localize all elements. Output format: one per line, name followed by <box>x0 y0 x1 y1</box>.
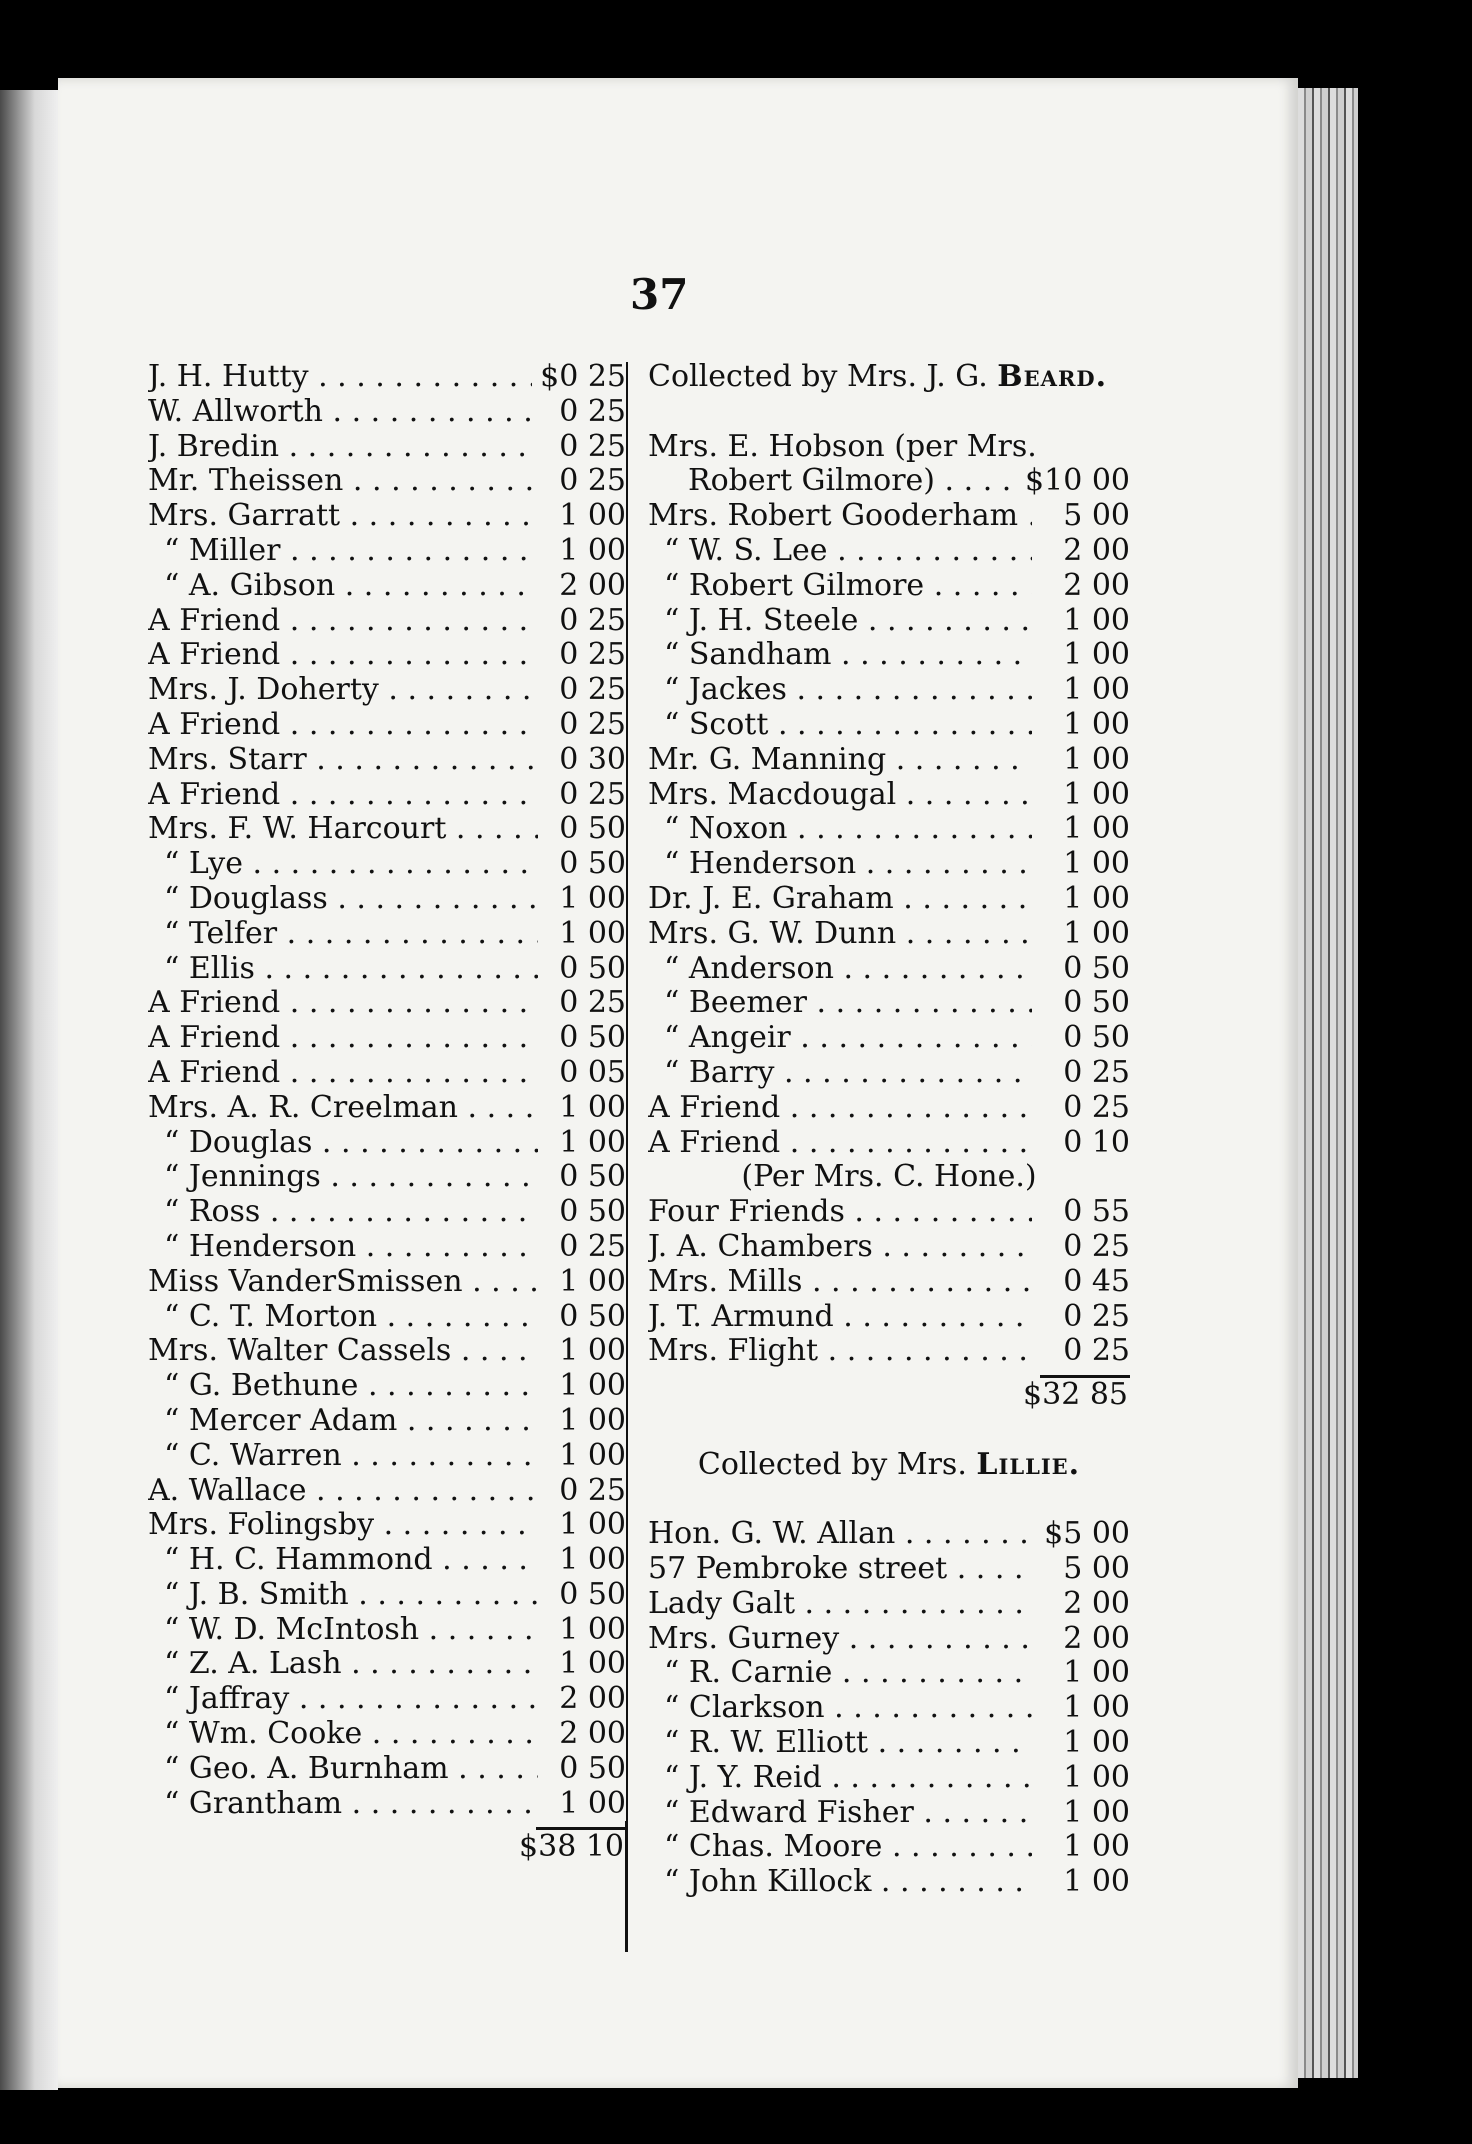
list-item <box>648 1587 1130 1622</box>
right-entry-list <box>648 499 1130 1160</box>
entry-amount: 0 25 <box>1032 1091 1130 1126</box>
entry-name: A Friend . . . <box>148 778 538 813</box>
section-heading-beard <box>648 360 1130 395</box>
spacer <box>648 1483 1130 1518</box>
list-item <box>648 952 1130 987</box>
entry-name: “ J. H. Steele . . . <box>648 604 1032 639</box>
entry-name: “ Robert Gilmore . . . <box>648 569 1032 604</box>
list-item <box>648 847 1130 882</box>
entry-amount: 5 00 <box>1032 499 1130 534</box>
entry-name: “ Clarkson . . . <box>648 1691 1032 1726</box>
page-edges <box>1298 88 1358 2078</box>
entry-name: “ J. B. Smith . . . <box>148 1578 538 1613</box>
section1-total-row <box>648 1378 1130 1413</box>
entry-amount: 0 25 <box>1032 1334 1130 1369</box>
list-item <box>648 1334 1130 1369</box>
entry-name: “ Henderson . . . <box>148 1230 538 1265</box>
list-item <box>648 534 1130 569</box>
entry-amount: 2 00 <box>1032 534 1130 569</box>
entry-name: 57 Pembroke street . . . <box>648 1552 1032 1587</box>
list-item <box>648 1056 1130 1091</box>
entry-name: A Friend . . . <box>148 1021 538 1056</box>
entry-name: Miss VanderSmissen . . . <box>148 1265 538 1300</box>
list-item <box>148 1474 626 1509</box>
entry-name: Dr. J. E. Graham . . . <box>648 882 1032 917</box>
entry-amount: 1 00 <box>538 917 626 952</box>
entry-name: Robert Gilmore) . . . <box>648 464 1017 499</box>
entry-amount: 1 00 <box>538 1369 626 1404</box>
entry-name: J. H. Hutty . . . <box>148 360 532 395</box>
entry-amount: 1 00 <box>1032 847 1130 882</box>
list-item <box>148 812 626 847</box>
list-item <box>648 430 1130 465</box>
list-item <box>148 1021 626 1056</box>
entry-name: “ Sandham . . . <box>648 638 1032 673</box>
list-item <box>148 569 626 604</box>
entry-name: Mrs. G. W. Dunn . . . <box>648 917 1032 952</box>
entry-name: A Friend . . . <box>148 638 538 673</box>
entry-name: “ Noxon . . . <box>648 812 1032 847</box>
list-item <box>148 1439 626 1474</box>
entry-name: “ H. C. Hammond . . . <box>148 1543 538 1578</box>
entry-name: “ Geo. A. Burnham . . . <box>148 1752 538 1787</box>
entry-amount: 0 55 <box>1032 1195 1130 1230</box>
list-item <box>148 1300 626 1335</box>
entry-name: J. Bredin . . . <box>148 430 538 465</box>
entry-amount: 0 25 <box>538 708 626 743</box>
list-item <box>148 638 626 673</box>
list-item <box>148 1334 626 1369</box>
entry-name: “ C. Warren . . . <box>148 1439 538 1474</box>
entry-amount: 1 00 <box>1032 673 1130 708</box>
entry-amount: 1 00 <box>538 1787 626 1822</box>
list-item <box>148 1404 626 1439</box>
list-item <box>148 673 626 708</box>
entry-name: A Friend . . . <box>148 1056 538 1091</box>
page-number: 37 <box>630 270 689 319</box>
entry-amount: 1 00 <box>538 1543 626 1578</box>
entry-name: “ G. Bethune . . . <box>148 1369 538 1404</box>
list-item <box>148 847 626 882</box>
entry-amount: 0 25 <box>538 778 626 813</box>
list-item <box>148 1091 626 1126</box>
entry-amount: 1 00 <box>538 1508 626 1543</box>
entry-name: Mrs. Garratt . . . <box>148 499 538 534</box>
entry-amount: 1 00 <box>538 1091 626 1126</box>
section-heading-prefix: Collected by Mrs. <box>697 1446 967 1482</box>
section-heading-lillie <box>648 1448 1130 1483</box>
entry-amount: 0 25 <box>538 395 626 430</box>
entry-name: “ W. S. Lee . . . <box>648 534 1032 569</box>
spacer <box>648 395 1130 430</box>
entry-amount: 0 25 <box>538 464 626 499</box>
entry-amount: 1 00 <box>538 1439 626 1474</box>
entry-name: Mrs. Macdougal . . . <box>648 778 1032 813</box>
left-total: $38 10 <box>519 1829 624 1865</box>
right-entry-list-2 <box>648 1195 1130 1369</box>
entry-name: Mr. G. Manning . . . <box>648 743 1032 778</box>
entry-amount: 0 30 <box>538 743 626 778</box>
entry-name: Mrs. Folingsby . . . <box>148 1508 538 1543</box>
entry-name: “ Anderson . . . <box>648 952 1032 987</box>
list-item <box>648 1021 1130 1056</box>
list-item <box>648 499 1130 534</box>
entry-amount: 1 00 <box>538 1613 626 1648</box>
entry-amount: $0 25 <box>532 360 626 395</box>
entry-name: “ Beemer . . . <box>648 986 1032 1021</box>
right-column <box>648 360 1130 1900</box>
entry-amount: 1 00 <box>538 1647 626 1682</box>
entry-amount: 2 00 <box>538 569 626 604</box>
entry-name: A Friend . . . <box>148 604 538 639</box>
list-item <box>148 1508 626 1543</box>
entry-name: J. A. Chambers . . . <box>648 1230 1032 1265</box>
list-item <box>648 464 1130 499</box>
entry-name: “ Chas. Moore . . . <box>648 1830 1032 1865</box>
right-entry-list-3 <box>648 1517 1130 1900</box>
list-item <box>148 708 626 743</box>
list-item <box>148 1056 626 1091</box>
entry-amount: 0 25 <box>1032 1230 1130 1265</box>
entry-name: “ Z. A. Lash . . . <box>148 1647 538 1682</box>
entry-name: Mrs. Starr . . . <box>148 743 538 778</box>
entry-name: “ Edward Fisher . . . <box>648 1796 1032 1831</box>
section-heading-prefix: Collected by Mrs. J. G. <box>648 359 988 394</box>
entry-amount: 1 00 <box>1032 743 1130 778</box>
entry-amount: 0 50 <box>1032 1021 1130 1056</box>
list-item <box>648 708 1130 743</box>
entry-amount: 1 00 <box>1032 1865 1130 1900</box>
list-item <box>148 360 626 395</box>
list-item <box>648 1622 1130 1657</box>
list-item <box>148 1578 626 1613</box>
list-item <box>648 1761 1130 1796</box>
list-item <box>648 1126 1130 1161</box>
list-item <box>648 812 1130 847</box>
entry-amount: 1 00 <box>538 1126 626 1161</box>
list-item <box>148 1126 626 1161</box>
entry-amount: 1 00 <box>1032 778 1130 813</box>
entry-name: A. Wallace . . . <box>148 1474 538 1509</box>
list-item <box>648 1691 1130 1726</box>
entry-amount: 0 50 <box>1032 986 1130 1021</box>
entry-amount: 0 05 <box>538 1056 626 1091</box>
entry-name: Mrs. Flight . . . <box>648 1334 1032 1369</box>
entry-name: “ Telfer . . . <box>148 917 538 952</box>
list-item <box>148 778 626 813</box>
list-item <box>648 1265 1130 1300</box>
list-item <box>148 952 626 987</box>
list-item <box>148 430 626 465</box>
section-heading-collector: Lillie. <box>976 1446 1081 1482</box>
list-item <box>148 743 626 778</box>
entry-name: “ Ross . . . <box>148 1195 538 1230</box>
entry-amount: 0 25 <box>1032 1300 1130 1335</box>
entry-name: “ Grantham . . . <box>148 1787 538 1822</box>
entry-name: “ Miller . . . <box>148 534 538 569</box>
entry-name: “ Douglas . . . <box>148 1126 538 1161</box>
entry-name: “ Henderson . . . <box>648 847 1032 882</box>
list-item <box>148 1160 626 1195</box>
entry-amount: 1 00 <box>1032 638 1130 673</box>
entry-amount: 1 00 <box>1032 1691 1130 1726</box>
entry-amount: 0 50 <box>538 1752 626 1787</box>
entry-name: A Friend . . . <box>648 1126 1032 1161</box>
entry-name: Mrs. Walter Cassels . . . <box>148 1334 538 1369</box>
entry-name: Mrs. E. Hobson (per Mrs. <box>648 429 1037 464</box>
spacer <box>648 1413 1130 1448</box>
list-item <box>648 1726 1130 1761</box>
entry-amount: 0 50 <box>538 1300 626 1335</box>
entry-amount: 1 00 <box>1032 882 1130 917</box>
list-item <box>648 569 1130 604</box>
list-item <box>148 1613 626 1648</box>
entry-name: “ R. Carnie . . . <box>648 1656 1032 1691</box>
entry-amount: 1 00 <box>538 1265 626 1300</box>
list-item <box>148 1752 626 1787</box>
list-item <box>648 1830 1130 1865</box>
entry-amount: 1 00 <box>1032 1656 1130 1691</box>
list-item <box>148 1369 626 1404</box>
entry-name: “ John Killock . . . <box>648 1865 1032 1900</box>
section-heading-collector: Beard. <box>997 359 1108 394</box>
list-item <box>148 604 626 639</box>
entry-amount: 0 45 <box>1032 1265 1130 1300</box>
entry-name: J. T. Armund . . . <box>648 1300 1032 1335</box>
entry-amount: $5 00 <box>1032 1517 1130 1552</box>
list-item <box>648 673 1130 708</box>
entry-amount: 1 00 <box>1032 1796 1130 1831</box>
entry-amount: 0 25 <box>1032 1056 1130 1091</box>
entry-name: “ Scott . . . <box>648 708 1032 743</box>
entry-amount: 0 50 <box>538 812 626 847</box>
entry-amount: 5 00 <box>1032 1552 1130 1587</box>
list-item <box>148 534 626 569</box>
list-item <box>148 882 626 917</box>
entry-amount: 0 25 <box>538 1230 626 1265</box>
entry-amount: 0 50 <box>538 1160 626 1195</box>
list-item <box>648 1656 1130 1691</box>
entry-name: Mrs. J. Doherty . . . <box>148 673 538 708</box>
entry-amount: 1 00 <box>538 882 626 917</box>
entry-amount: 1 00 <box>1032 1830 1130 1865</box>
entry-amount: 1 00 <box>538 1404 626 1439</box>
entry-amount: 2 00 <box>1032 1622 1130 1657</box>
list-item <box>148 464 626 499</box>
entry-name: A Friend . . . <box>148 986 538 1021</box>
list-item <box>648 1865 1130 1900</box>
list-item <box>648 1091 1130 1126</box>
left-column <box>148 360 626 1865</box>
entry-name: “ Jennings . . . <box>148 1160 538 1195</box>
entry-name: Mrs. A. R. Creelman . . . <box>148 1091 538 1126</box>
entry-amount: 0 25 <box>538 986 626 1021</box>
entry-amount: 2 00 <box>1032 1587 1130 1622</box>
list-item <box>148 1787 626 1822</box>
entry-name: Mrs. Mills . . . <box>648 1265 1032 1300</box>
section1-total: $32 85 <box>1023 1377 1128 1413</box>
list-item <box>648 778 1130 813</box>
entry-amount: 0 10 <box>1032 1126 1130 1161</box>
entry-name: “ Jackes . . . <box>648 673 1032 708</box>
entry-name: Mrs. Gurney . . . <box>648 1622 1032 1657</box>
entry-name: Mrs. F. W. Harcourt . . . <box>148 812 538 847</box>
list-item <box>148 1717 626 1752</box>
entry-name: “ R. W. Elliott . . . <box>648 1726 1032 1761</box>
entry-amount: 0 25 <box>538 673 626 708</box>
list-item <box>148 986 626 1021</box>
entry-amount: 1 00 <box>1032 604 1130 639</box>
list-item <box>648 1300 1130 1335</box>
entry-amount: 1 00 <box>1032 917 1130 952</box>
entry-name: “ Wm. Cooke . . . <box>148 1717 538 1752</box>
entry-name: Hon. G. W. Allan . . . <box>648 1517 1032 1552</box>
entry-amount: 2 00 <box>538 1717 626 1752</box>
list-item <box>148 1265 626 1300</box>
entry-amount: 1 00 <box>538 534 626 569</box>
entry-name: Mrs. Robert Gooderham . . . <box>648 499 1032 534</box>
entry-name: “ Angeir . . . <box>648 1021 1032 1056</box>
entry-name: “ Douglass . . . <box>148 882 538 917</box>
list-item <box>148 1647 626 1682</box>
left-entry-list <box>148 360 626 1821</box>
left-total-row <box>148 1830 626 1865</box>
entry-amount: 2 00 <box>538 1682 626 1717</box>
list-item <box>148 1195 626 1230</box>
entry-amount: 1 00 <box>1032 1726 1130 1761</box>
entry-amount: $10 00 <box>1017 464 1130 499</box>
entry-name: A Friend . . . <box>148 708 538 743</box>
entry-amount: 0 25 <box>538 638 626 673</box>
entry-amount: 0 50 <box>1032 952 1130 987</box>
entry-name: A Friend . . . <box>648 1091 1032 1126</box>
entry-name: W. Allworth . . . <box>148 395 538 430</box>
entry-amount: 0 50 <box>538 952 626 987</box>
list-item <box>148 499 626 534</box>
entry-amount: 1 00 <box>1032 708 1130 743</box>
entry-amount: 0 50 <box>538 1578 626 1613</box>
entry-name: Four Friends . . . <box>648 1195 1032 1230</box>
list-item <box>148 1543 626 1578</box>
entry-amount: 1 00 <box>538 499 626 534</box>
entry-amount: 1 00 <box>1032 812 1130 847</box>
entry-amount: 2 00 <box>1032 569 1130 604</box>
list-item <box>648 1517 1130 1552</box>
entry-name: “ A. Gibson . . . <box>148 569 538 604</box>
per-note: (Per Mrs. C. Hone.) <box>741 1159 1037 1195</box>
entry-amount: 0 50 <box>538 1195 626 1230</box>
list-item <box>148 1682 626 1717</box>
entry-amount: 0 25 <box>538 1474 626 1509</box>
entry-amount: 0 25 <box>538 430 626 465</box>
list-item <box>648 743 1130 778</box>
entry-name: Mr. Theissen . . . <box>148 464 538 499</box>
list-item <box>648 882 1130 917</box>
list-item <box>148 395 626 430</box>
list-item <box>648 638 1130 673</box>
entry-name: “ Jaffray . . . <box>148 1682 538 1717</box>
entry-name: “ C. T. Morton . . . <box>148 1300 538 1335</box>
list-item <box>648 604 1130 639</box>
entry-name: “ Mercer Adam . . . <box>148 1404 538 1439</box>
entry-amount: 0 50 <box>538 1021 626 1056</box>
entry-name: Lady Galt . . . <box>648 1587 1032 1622</box>
entry-amount: 1 00 <box>538 1334 626 1369</box>
entry-amount: 0 50 <box>538 847 626 882</box>
list-item <box>148 917 626 952</box>
list-item <box>148 1230 626 1265</box>
list-item <box>648 1195 1130 1230</box>
entry-name: “ Barry . . . <box>648 1056 1032 1091</box>
list-item <box>648 1552 1130 1587</box>
entry-name: “ W. D. McIntosh . . . <box>148 1613 538 1648</box>
list-item <box>648 1230 1130 1265</box>
entry-name: “ J. Y. Reid . . . <box>648 1761 1032 1796</box>
entry-amount: 1 00 <box>1032 1761 1130 1796</box>
list-item <box>648 917 1130 952</box>
scan-border-left <box>0 90 58 2090</box>
entry-amount: 0 25 <box>538 604 626 639</box>
entry-name: “ Ellis . . . <box>148 952 538 987</box>
entry-name: “ Lye . . . <box>148 847 538 882</box>
list-item <box>648 1796 1130 1831</box>
list-item <box>648 986 1130 1021</box>
